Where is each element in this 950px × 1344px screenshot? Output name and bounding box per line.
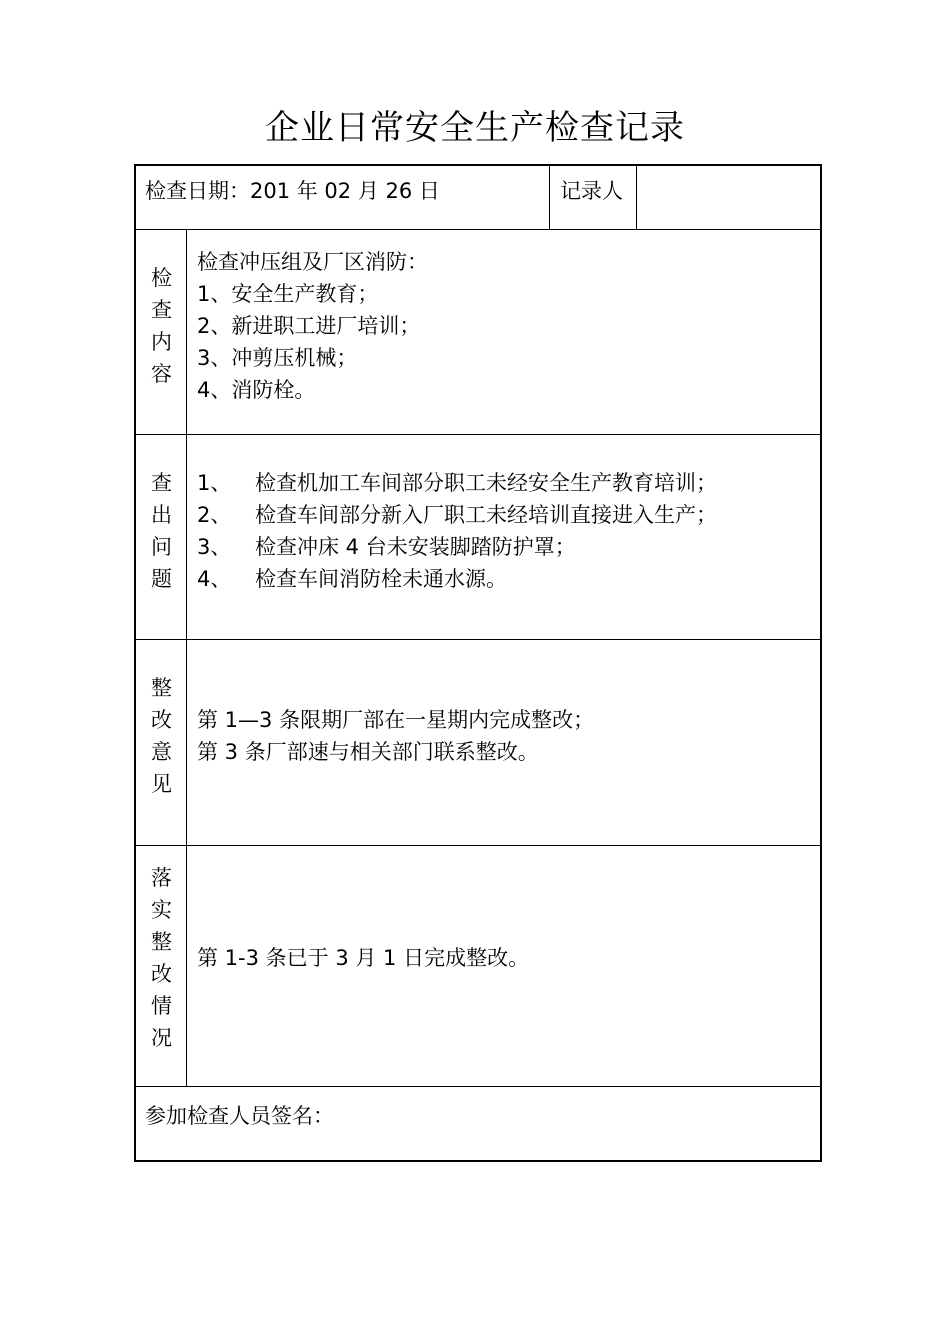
divider bbox=[136, 845, 820, 846]
rectification-line: 第 3 条厂部速与相关部门联系整改。 bbox=[197, 740, 539, 764]
issue-item: 2、 检查车间部分新入厂职工未经培训直接进入生产； bbox=[197, 503, 717, 527]
divider bbox=[136, 639, 820, 640]
implementation-text bbox=[197, 942, 529, 974]
signature-label: 参加检查人员签名： bbox=[145, 1104, 334, 1128]
divider bbox=[636, 166, 637, 229]
rectification-text bbox=[197, 704, 594, 768]
divider bbox=[136, 229, 820, 230]
content-list bbox=[197, 246, 428, 406]
issue-item: 1、 检查机加工车间部分职工未经安全生产教育培训； bbox=[197, 471, 717, 495]
content-line: 4、消防栓。 bbox=[197, 378, 316, 402]
implementation-line: 第 1-3 条已于 3 月 1 日完成整改。 bbox=[197, 946, 530, 970]
section-label-implementation: 落 实 整 改 情 况 bbox=[151, 866, 172, 1050]
inspection-form bbox=[134, 164, 822, 1162]
content-line: 检查冲压组及厂区消防： bbox=[197, 250, 428, 274]
section-label-issues: 查 出 问 题 bbox=[151, 471, 172, 591]
inspection-date: 检查日期：201 年 02 月 26 日 bbox=[145, 179, 440, 203]
section-label-rectification: 整 改 意 见 bbox=[151, 676, 172, 796]
rectification-line: 第 1—3 条限期厂部在一星期内完成整改； bbox=[197, 708, 595, 732]
issues-list bbox=[197, 467, 717, 595]
content-line: 2、新进职工进厂培训； bbox=[197, 314, 421, 338]
issue-item: 3、 检查冲床 4 台未安装脚踏防护罩； bbox=[197, 535, 576, 559]
page-title: 企业日常安全生产检查记录 bbox=[265, 108, 685, 148]
section-label-content: 检 查 内 容 bbox=[151, 266, 172, 386]
divider bbox=[136, 1086, 820, 1087]
recorder-label: 记录人 bbox=[560, 179, 623, 203]
issue-item: 4、 检查车间消防栓未通水源。 bbox=[197, 567, 507, 591]
divider bbox=[136, 434, 820, 435]
content-line: 1、安全生产教育； bbox=[197, 282, 379, 306]
divider bbox=[549, 166, 550, 229]
content-line: 3、冲剪压机械； bbox=[197, 346, 358, 370]
